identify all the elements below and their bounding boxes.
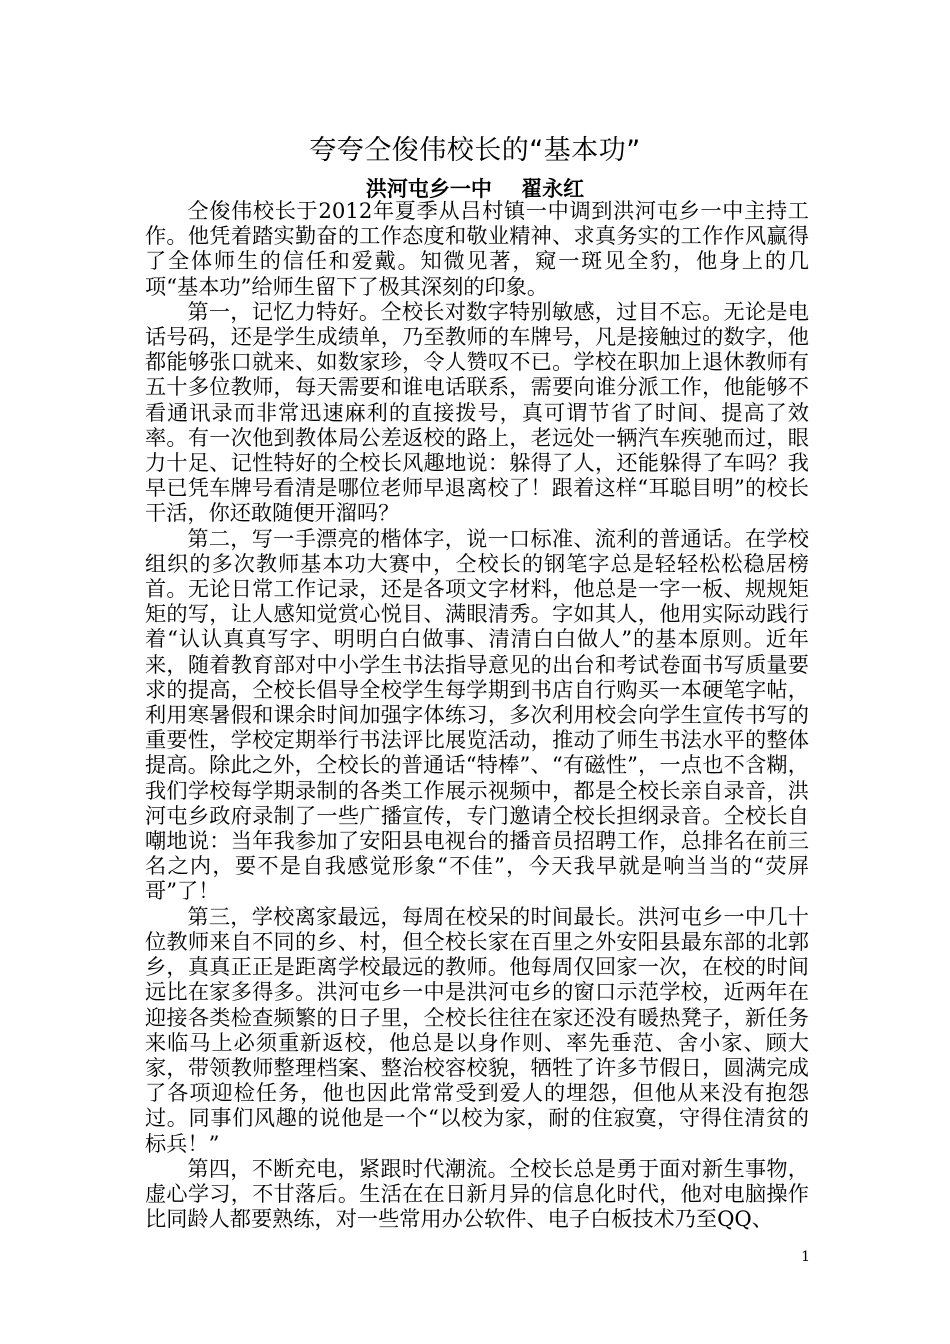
document-title: 夸夸仝俊伟校长的“基本功” bbox=[309, 135, 641, 166]
paragraph-memory: 第一，记忆力特好。仝校长对数字特别敏感，过目不忘。无论是电话号码，还是学生成绩单，乃至教师的车牌号，凡是接触过的数字，他都能够张口就来、如数家珍，令人赞叹不已。学校在职加上退休教师有五十多位教师，每天需要和谁电话联系，需要向谁分派工作，他能够不看通讯录而非常迅速麻利的直接拨号，真可谓节省了时间、提高了效率。有一次他到教体局公差返校的路上，老远处一辆汽车疾驰而过，眼力十足、记性特好的仝校长风趣地说：躲得了人，还能躲得了车吗？我早已凭车牌号看清是哪位老师早退离校了！跟着这样“耳聪目明”的校长干活，你还敢随便开溜吗？ bbox=[145, 298, 809, 526]
author-byline: 洪河屯乡一中 翟永红 bbox=[365, 177, 585, 201]
document-body bbox=[145, 198, 809, 1231]
paragraph-handwriting: 第二，写一手漂亮的楷体字，说一口标准、流利的普通话。在学校组织的多次教师基本功大赛中，仝校长的钢笔字总是轻轻松松稳居榜首。无论日常工作记录，还是各项文字材料，他总是一字一板、规规矩矩的写，让人感知觉赏心悦目、满眼清秀。字如其人，他用实际动践行着“认认真真写字、明明白白做事、清清白白做人”的基本原则。近年来，随着教育部对中小学生书法指导意见的出台和考试卷面书写质量要求的提高，仝校长倡导全校学生每学期到书店自行购买一本硬笔字帖，利用寒暑假和课余时间加强字体练习，多次利用校会向学生宣传书写的重要性，学校定期举行书法评比展览活动，推动了师生书法水平的整体提高。除此之外，仝校长的普通话“特棒”、“有磁性”，一点也不含糊，我们学校每学期录制的各类工作展示视频中，都是仝校长亲自录音，洪河屯乡政府录制了一些广播宣传，专门邀请仝校长担纲录音。仝校长自嘲地说：当年我参加了安阳县电视台的播音员招聘工作，总排名在前三名之内，要不是自我感觉形象“不佳”，今天我早就是响当当的“荧屏哥”了！ bbox=[145, 525, 809, 904]
page-number: 1 bbox=[801, 1249, 810, 1265]
paragraph-intro: 仝俊伟校长于2012年夏季从吕村镇一中调到洪河屯乡一中主持工作。他凭着踏实勤奋的工作态度和敬业精神、求真务实的工作作风赢得了全体师生的信任和爱戴。知微见著，窥一斑见全豹，他身上的几项“基本功”给师生留下了极其深刻的印象。 bbox=[145, 198, 809, 299]
paragraph-dedication: 第三，学校离家最远，每周在校呆的时间最长。洪河屯乡一中几十位教师来自不同的乡、村，但仝校长家在百里之外安阳县最东部的北郭乡，真真正正是距离学校最远的教师。他每周仅回家一次，在校的时间远比在家多得多。洪河屯乡一中是洪河屯乡的窗口示范学校，近两年在迎接各类检查频繁的日子里，仝校长往往在家还没有暖热凳子，新任务来临马上必须重新返校，他总是以身作则、率先垂范、舍小家、顾大家，带领教师整理档案、整治校容校貌，牺牲了许多节假日，圆满完成了各项迎检任务，他也因此常常受到爱人的埋怨，但他从来没有抱怨过。同事们风趣的说他是一个“以校为家，耐的住寂寞，守得住清贫的标兵！” bbox=[145, 903, 809, 1156]
paragraph-learning: 第四，不断充电，紧跟时代潮流。仝校长总是勇于面对新生事物，虚心学习，不甘落后。生活在在日新月异的信息化时代，他对电脑操作比同龄人都要熟练，对一些常用办公软件、电子白板技术乃至QQ、 bbox=[145, 1155, 809, 1232]
